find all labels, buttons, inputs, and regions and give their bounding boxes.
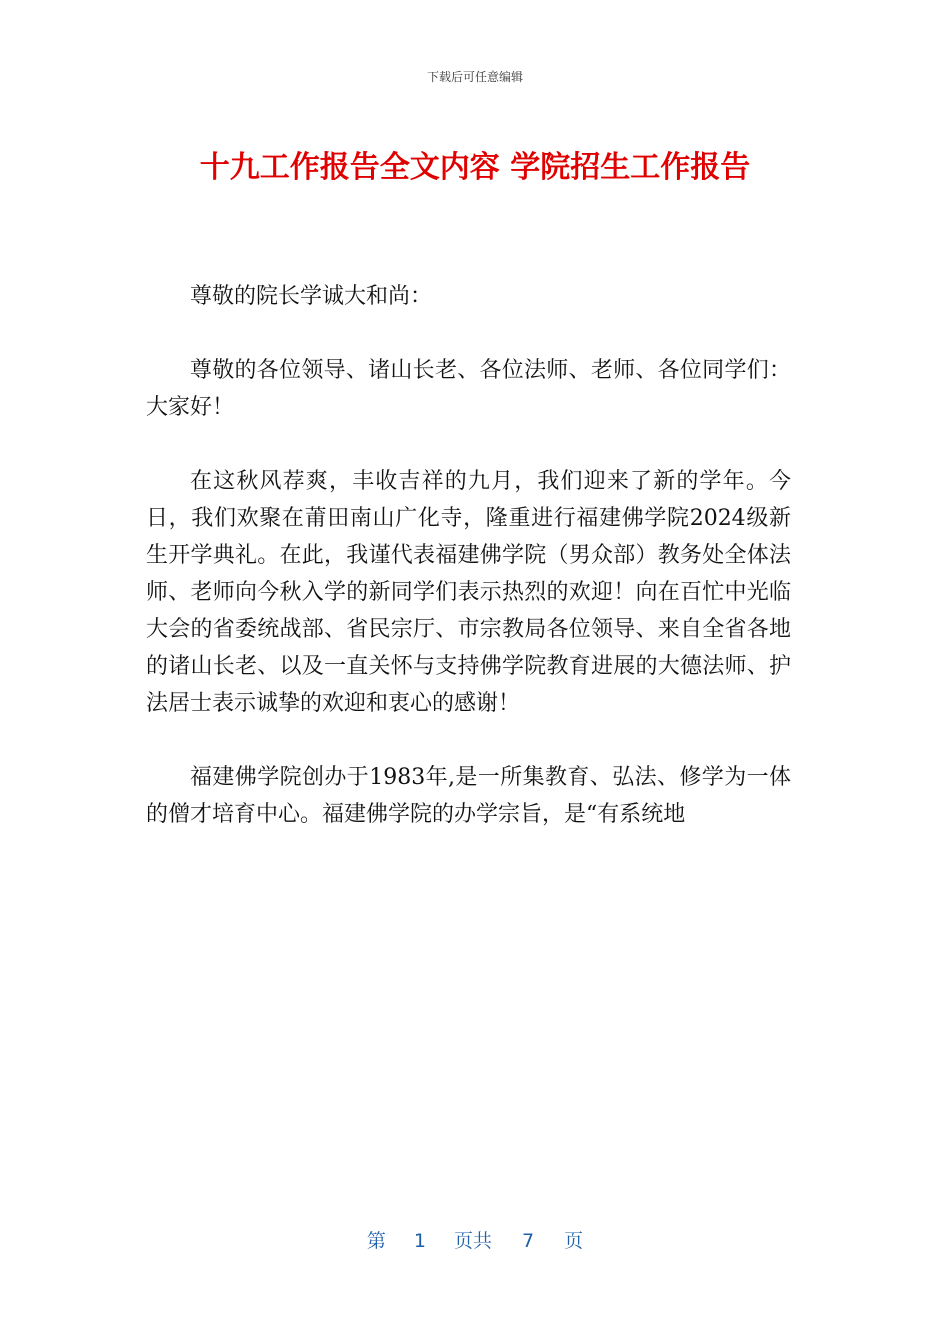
header-note: 下载后可任意编辑 [426,70,523,84]
page-middle: 页共 [453,1230,492,1252]
paragraph-salutation: 尊敬的院长学诚大和尚： [190,284,433,309]
page-footer [0,1226,950,1253]
paragraph-history: 福建佛学院创办于1983年,是一所集教育、弘法、修学为一体的僧才培育中心。福建佛学院的办学宗旨，是“有系统地 [146,765,791,827]
page-prefix: 第 [366,1230,386,1252]
document-title: 十九工作报告全文内容 学院招生工作报告 [199,150,751,185]
document-body [146,278,791,870]
paragraph-welcome: 在这秋风荐爽，丰收吉祥的九月，我们迎来了新的学年。今日，我们欢聚在莆田南山广化寺，隆重进行福建佛学院2024级新生开学典礼。在此，我谨代表福建佛学院（男众部）教务处全体法师、老师向今秋入学的新同学们表示热烈的欢迎！向在百忙中光临大会的省委统战部、省民宗厅、市宗教局各位领导、来自全省各地的诸山长老、以及一直关怀与支持佛学院教育进展的大德法师、护法居士表示诚挚的欢迎和衷心的感谢！ [146,469,791,716]
paragraph-greeting: 尊敬的各位领导、诸山长老、各位法师、老师、各位同学们：大家好！ [146,358,791,420]
page-suffix: 页 [564,1230,584,1252]
page-total: 7 [522,1230,535,1252]
page-number: 1 [413,1230,426,1252]
